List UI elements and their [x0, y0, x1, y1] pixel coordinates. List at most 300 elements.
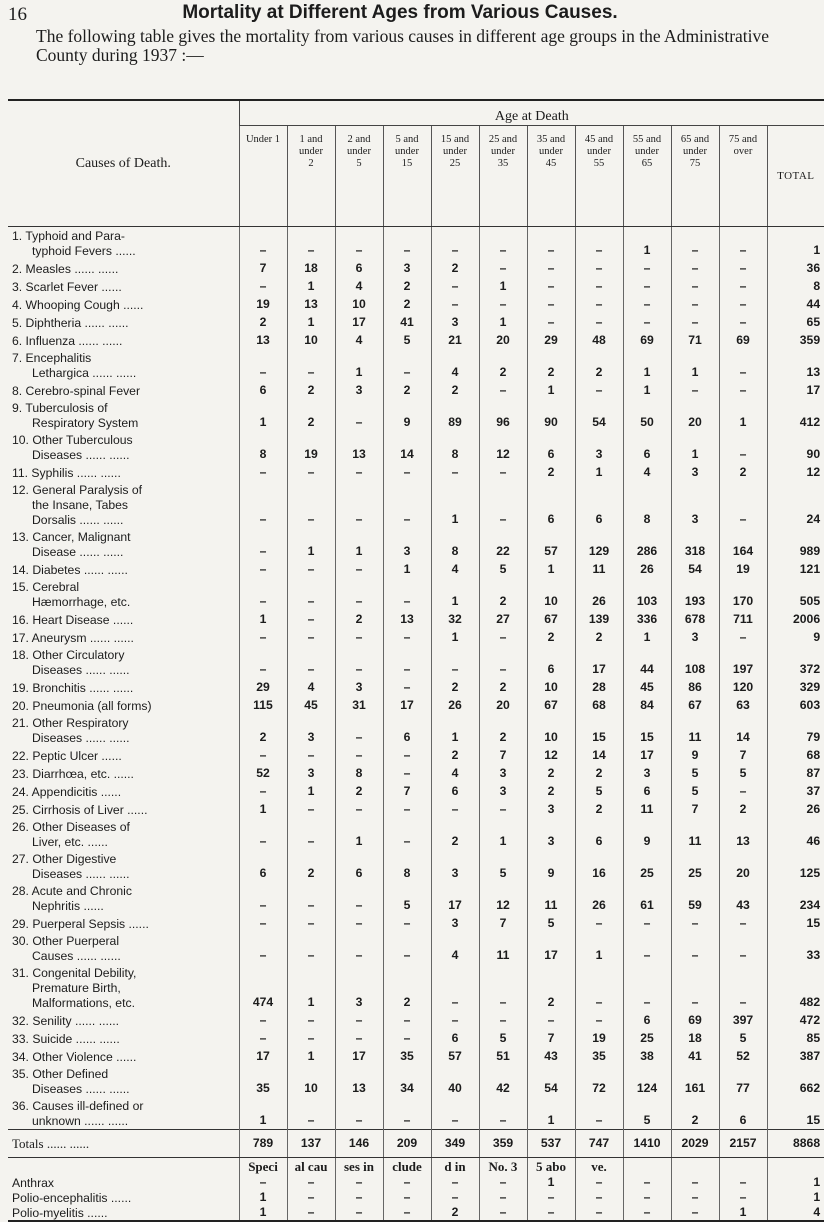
death-count: 7 [479, 914, 527, 932]
death-count: 1 [671, 431, 719, 463]
cause-line: Hæmorrhage, etc. [32, 595, 131, 609]
causes-header: Causes of Death. [8, 100, 239, 227]
death-count: 2 [383, 295, 431, 313]
death-count: 20 [719, 850, 767, 882]
cause-line: Causes ...... ...... [32, 949, 121, 963]
table-row [8, 1029, 824, 1047]
death-count: 4 [431, 560, 479, 578]
death-count: 19 [719, 560, 767, 578]
death-count: – [623, 259, 671, 277]
death-count: – [287, 560, 335, 578]
death-count: 6 [623, 1011, 671, 1029]
death-count: 12 [479, 882, 527, 914]
death-count: 7 [239, 259, 287, 277]
row-total: 33 [767, 932, 824, 964]
death-count: 96 [479, 399, 527, 431]
death-count: 6 [239, 381, 287, 399]
death-count: 45 [623, 678, 671, 696]
death-count: 11 [575, 560, 623, 578]
cause-of-death [8, 764, 239, 782]
death-count: – [719, 932, 767, 964]
death-count: 2 [383, 964, 431, 1011]
death-count: 5 [719, 1029, 767, 1047]
death-count: 48 [575, 331, 623, 349]
death-count: – [239, 578, 287, 610]
death-count: 11 [671, 714, 719, 746]
death-count: 7 [671, 800, 719, 818]
cause-of-death [8, 399, 239, 431]
column-total: 349 [431, 1130, 479, 1158]
cause-of-death [8, 714, 239, 746]
death-count: 678 [671, 610, 719, 628]
death-count: – [479, 964, 527, 1011]
death-count: 43 [719, 882, 767, 914]
death-count: – [287, 1097, 335, 1130]
death-count: – [239, 277, 287, 295]
death-count: – [335, 1190, 383, 1205]
death-count: – [671, 295, 719, 313]
cause-line: 29. Puerperal Sepsis ...... [12, 917, 149, 931]
death-count: 336 [623, 610, 671, 628]
death-count: – [383, 628, 431, 646]
cause-line: 33. Suicide ...... ...... [12, 1032, 120, 1046]
death-count: 2 [719, 800, 767, 818]
death-count: 1 [431, 578, 479, 610]
death-count: 3 [575, 431, 623, 463]
table-row [8, 463, 824, 481]
cause-line: 28. Acute and Chronic [12, 884, 132, 898]
death-count: 2 [335, 782, 383, 800]
column-header: 45 and under 55 [575, 126, 623, 227]
death-count: 7 [527, 1029, 575, 1047]
special-cause-row [8, 1175, 824, 1190]
death-count: – [239, 349, 287, 381]
death-count: 8 [431, 431, 479, 463]
death-count: 2 [575, 800, 623, 818]
death-count: 2 [431, 1205, 479, 1221]
row-total: 2006 [767, 610, 824, 628]
death-count: 3 [431, 850, 479, 882]
death-count: – [623, 1175, 671, 1190]
note-fragment: clude [383, 1158, 431, 1176]
death-count: 2 [527, 782, 575, 800]
row-total: 65 [767, 313, 824, 331]
death-count: 54 [527, 1065, 575, 1097]
death-count: – [383, 1190, 431, 1205]
death-count: 10 [527, 678, 575, 696]
death-count: 50 [623, 399, 671, 431]
death-count: – [479, 628, 527, 646]
death-count: 45 [287, 696, 335, 714]
death-count: 318 [671, 528, 719, 560]
death-count: – [383, 764, 431, 782]
death-count: 2 [527, 463, 575, 481]
death-count: 5 [575, 782, 623, 800]
column-total: 2029 [671, 1130, 719, 1158]
death-count: 474 [239, 964, 287, 1011]
death-count: 5 [623, 1097, 671, 1130]
death-count: – [479, 646, 527, 678]
death-count: – [623, 313, 671, 331]
death-count: 17 [383, 696, 431, 714]
cause-of-death [8, 431, 239, 463]
death-count: 8 [623, 481, 671, 528]
table-row [8, 431, 824, 463]
table-row [8, 764, 824, 782]
cause-of-death [8, 628, 239, 646]
death-count: 1 [479, 277, 527, 295]
cause-line: 20. Pneumonia (all forms) [12, 699, 152, 713]
death-count: 7 [479, 746, 527, 764]
death-count: 1 [287, 313, 335, 331]
death-count: 90 [527, 399, 575, 431]
death-count: 14 [383, 431, 431, 463]
row-total: 26 [767, 800, 824, 818]
death-count: 10 [287, 331, 335, 349]
death-count: 1 [383, 560, 431, 578]
note-fragment: ve. [575, 1158, 623, 1176]
death-count: 1 [239, 610, 287, 628]
death-count: 1 [239, 1190, 287, 1205]
death-count: – [383, 1175, 431, 1190]
death-count: – [719, 313, 767, 331]
death-count: – [335, 746, 383, 764]
death-count: 19 [287, 431, 335, 463]
row-total: 37 [767, 782, 824, 800]
row-total: 387 [767, 1047, 824, 1065]
death-count: – [287, 628, 335, 646]
cause-line: 6. Influenza ...... ...... [12, 334, 123, 348]
column-header: 75 and over [719, 126, 767, 227]
death-count: – [335, 628, 383, 646]
death-count: – [719, 1190, 767, 1205]
death-count: 3 [671, 463, 719, 481]
death-count: 89 [431, 399, 479, 431]
death-count: 8 [239, 431, 287, 463]
death-count: 5 [479, 1029, 527, 1047]
cause-of-death [8, 227, 239, 260]
cause-of-death [8, 463, 239, 481]
death-count: 1 [239, 800, 287, 818]
cause-line: 9. Tuberculosis of [12, 401, 108, 415]
cause-line: unknown ...... ...... [32, 1114, 129, 1128]
special-cause-name: Anthrax [12, 1176, 55, 1190]
death-count: 29 [239, 678, 287, 696]
table-row [8, 800, 824, 818]
column-header: 15 and under 25 [431, 126, 479, 227]
death-count: 2 [287, 850, 335, 882]
death-count: 1 [671, 349, 719, 381]
death-count: – [335, 1205, 383, 1221]
death-count: 12 [527, 746, 575, 764]
cause-line: Diseases ...... ...... [32, 663, 130, 677]
death-count: 5 [719, 764, 767, 782]
death-count: 31 [335, 696, 383, 714]
totals-label: Totals ...... ...... [8, 1130, 239, 1158]
death-count: – [719, 628, 767, 646]
death-count: – [239, 227, 287, 260]
column-total: 359 [479, 1130, 527, 1158]
cause-line: 4. Whooping Cough ...... [12, 298, 144, 312]
special-cause-name: Polio-encephalitis ...... [12, 1191, 132, 1205]
column-total: 1410 [623, 1130, 671, 1158]
cause-of-death [8, 746, 239, 764]
death-count: 2 [527, 349, 575, 381]
death-count: – [575, 1011, 623, 1029]
death-count: – [431, 295, 479, 313]
death-count: 8 [383, 850, 431, 882]
column-total: 2157 [719, 1130, 767, 1158]
death-count: 69 [671, 1011, 719, 1029]
death-count: 164 [719, 528, 767, 560]
death-count: 35 [239, 1065, 287, 1097]
death-count: – [527, 1205, 575, 1221]
cause-line: 31. Congenital Debility, [12, 966, 137, 980]
death-count: – [431, 463, 479, 481]
death-count: – [287, 914, 335, 932]
cause-of-death [8, 259, 239, 277]
death-count: 67 [527, 610, 575, 628]
death-count: – [287, 932, 335, 964]
cause-of-death [8, 481, 239, 528]
death-count: – [383, 1029, 431, 1047]
death-count: – [287, 646, 335, 678]
cause-line: Dorsalis ...... ...... [32, 513, 124, 527]
death-count: 2 [431, 818, 479, 850]
table-row [8, 678, 824, 696]
row-total: 36 [767, 259, 824, 277]
death-count: – [671, 381, 719, 399]
death-count: – [671, 259, 719, 277]
death-count: 2 [575, 628, 623, 646]
death-count: 2 [479, 714, 527, 746]
death-count: 28 [575, 678, 623, 696]
death-count: – [287, 1029, 335, 1047]
death-count: 22 [479, 528, 527, 560]
death-count: 17 [575, 646, 623, 678]
death-count: 3 [479, 764, 527, 782]
table-row [8, 295, 824, 313]
death-count: 25 [671, 850, 719, 882]
row-total: 482 [767, 964, 824, 1011]
death-count: 29 [527, 331, 575, 349]
death-count: – [383, 1205, 431, 1221]
death-count: 17 [527, 932, 575, 964]
death-count: – [335, 914, 383, 932]
death-count: 5 [479, 850, 527, 882]
death-count: 26 [431, 696, 479, 714]
death-count: 6 [431, 782, 479, 800]
cause-line: Lethargica ...... ...... [32, 366, 137, 380]
death-count: 161 [671, 1065, 719, 1097]
cause-line: typhoid Fevers ...... [32, 244, 136, 258]
table-row [8, 818, 824, 850]
death-count: 1 [335, 349, 383, 381]
death-count: 17 [623, 746, 671, 764]
death-count: 17 [431, 882, 479, 914]
death-count: 1 [623, 628, 671, 646]
column-header: 55 and under 65 [623, 126, 671, 227]
death-count: – [287, 227, 335, 260]
death-count: 6 [335, 850, 383, 882]
row-total: 90 [767, 431, 824, 463]
death-count: 3 [527, 818, 575, 850]
death-count: – [671, 964, 719, 1011]
row-total: 15 [767, 914, 824, 932]
death-count: 2 [383, 381, 431, 399]
death-count: 6 [527, 431, 575, 463]
death-count: 5 [671, 764, 719, 782]
table-row [8, 313, 824, 331]
death-count: 26 [575, 882, 623, 914]
column-total: 789 [239, 1130, 287, 1158]
age-at-death-header: Age at Death [239, 100, 824, 126]
death-count: 1 [623, 227, 671, 260]
death-count: 3 [335, 381, 383, 399]
row-total: 85 [767, 1029, 824, 1047]
death-count: – [575, 227, 623, 260]
death-count: 18 [671, 1029, 719, 1047]
death-count: – [287, 800, 335, 818]
death-count: 4 [431, 932, 479, 964]
death-count: – [383, 1011, 431, 1029]
death-count: 43 [527, 1047, 575, 1065]
death-count: – [623, 1190, 671, 1205]
death-count: 1 [431, 628, 479, 646]
note-fragment: Speci [239, 1158, 287, 1176]
death-count: – [239, 528, 287, 560]
death-count: 711 [719, 610, 767, 628]
death-count: – [239, 560, 287, 578]
cause-line: 15. Cerebral [12, 580, 80, 594]
row-total: 472 [767, 1011, 824, 1029]
death-count: – [335, 714, 383, 746]
death-count: – [719, 1175, 767, 1190]
note-spacer [8, 1158, 239, 1176]
death-count: – [239, 646, 287, 678]
row-total: 662 [767, 1065, 824, 1097]
death-count: 13 [383, 610, 431, 628]
cause-line: 16. Heart Disease ...... [12, 613, 134, 627]
cause-of-death [8, 696, 239, 714]
death-count: – [239, 481, 287, 528]
table-row [8, 349, 824, 381]
death-count: – [287, 1175, 335, 1190]
death-count: 13 [239, 331, 287, 349]
table-row [8, 850, 824, 882]
death-count: – [239, 782, 287, 800]
death-count: 2 [431, 381, 479, 399]
death-count: 3 [287, 764, 335, 782]
death-count: 84 [623, 696, 671, 714]
cause-line: 5. Diphtheria ...... ...... [12, 316, 129, 330]
death-count: 27 [479, 610, 527, 628]
death-count: 108 [671, 646, 719, 678]
death-count: – [431, 227, 479, 260]
death-count: 1 [239, 1097, 287, 1130]
cause-of-death [8, 1065, 239, 1097]
table-row [8, 399, 824, 431]
death-count: – [719, 295, 767, 313]
death-count: 115 [239, 696, 287, 714]
death-count: – [479, 1011, 527, 1029]
death-count: 16 [575, 850, 623, 882]
death-count: 10 [527, 578, 575, 610]
death-count: – [623, 914, 671, 932]
cause-of-death [8, 800, 239, 818]
table-row [8, 1065, 824, 1097]
death-count: 6 [623, 782, 671, 800]
death-count: 42 [479, 1065, 527, 1097]
death-count: – [479, 381, 527, 399]
death-count: – [671, 313, 719, 331]
death-count: 1 [287, 1047, 335, 1065]
death-count: – [719, 381, 767, 399]
death-count: – [479, 463, 527, 481]
death-count: – [335, 1011, 383, 1029]
death-count: 1 [479, 313, 527, 331]
death-count: 7 [719, 746, 767, 764]
cause-line: 19. Bronchitis ...... ...... [12, 681, 134, 695]
death-count: 2 [575, 764, 623, 782]
cause-line: 18. Other Circulatory [12, 648, 125, 662]
death-count: – [671, 277, 719, 295]
death-count: – [719, 914, 767, 932]
row-total: 68 [767, 746, 824, 764]
death-count: – [479, 481, 527, 528]
death-count: 139 [575, 610, 623, 628]
cause-line: Malformations, etc. [32, 996, 135, 1010]
death-count: – [479, 295, 527, 313]
death-count: – [671, 1175, 719, 1190]
note-fragment: al cau [287, 1158, 335, 1176]
row-total: 1 [767, 1175, 824, 1190]
cause-of-death [8, 1011, 239, 1029]
death-count: 8 [431, 528, 479, 560]
death-count: 77 [719, 1065, 767, 1097]
row-total: 1 [767, 1190, 824, 1205]
death-count: – [335, 1175, 383, 1190]
row-total: 234 [767, 882, 824, 914]
cause-line: 24. Appendicitis ...... [12, 785, 122, 799]
death-count: 6 [527, 646, 575, 678]
death-count: 26 [575, 578, 623, 610]
death-count: 3 [431, 313, 479, 331]
death-count: – [527, 295, 575, 313]
death-count: – [287, 463, 335, 481]
row-total: 15 [767, 1097, 824, 1130]
death-count: – [431, 1190, 479, 1205]
cause-line: 36. Causes ill-defined or [12, 1099, 144, 1113]
note-fragment: 5 abo [527, 1158, 575, 1176]
cause-line: Nephritis ...... [32, 899, 104, 913]
cause-of-death [8, 277, 239, 295]
death-count: 3 [383, 259, 431, 277]
death-count: – [239, 463, 287, 481]
death-count: 3 [623, 764, 671, 782]
death-count: – [383, 678, 431, 696]
table-row [8, 696, 824, 714]
death-count: – [239, 746, 287, 764]
row-total: 79 [767, 714, 824, 746]
death-count: 40 [431, 1065, 479, 1097]
death-count: 1 [575, 932, 623, 964]
death-count: 1 [287, 782, 335, 800]
table-row [8, 277, 824, 295]
death-count: – [671, 227, 719, 260]
death-count: 2 [527, 628, 575, 646]
death-count: 1 [719, 1205, 767, 1221]
